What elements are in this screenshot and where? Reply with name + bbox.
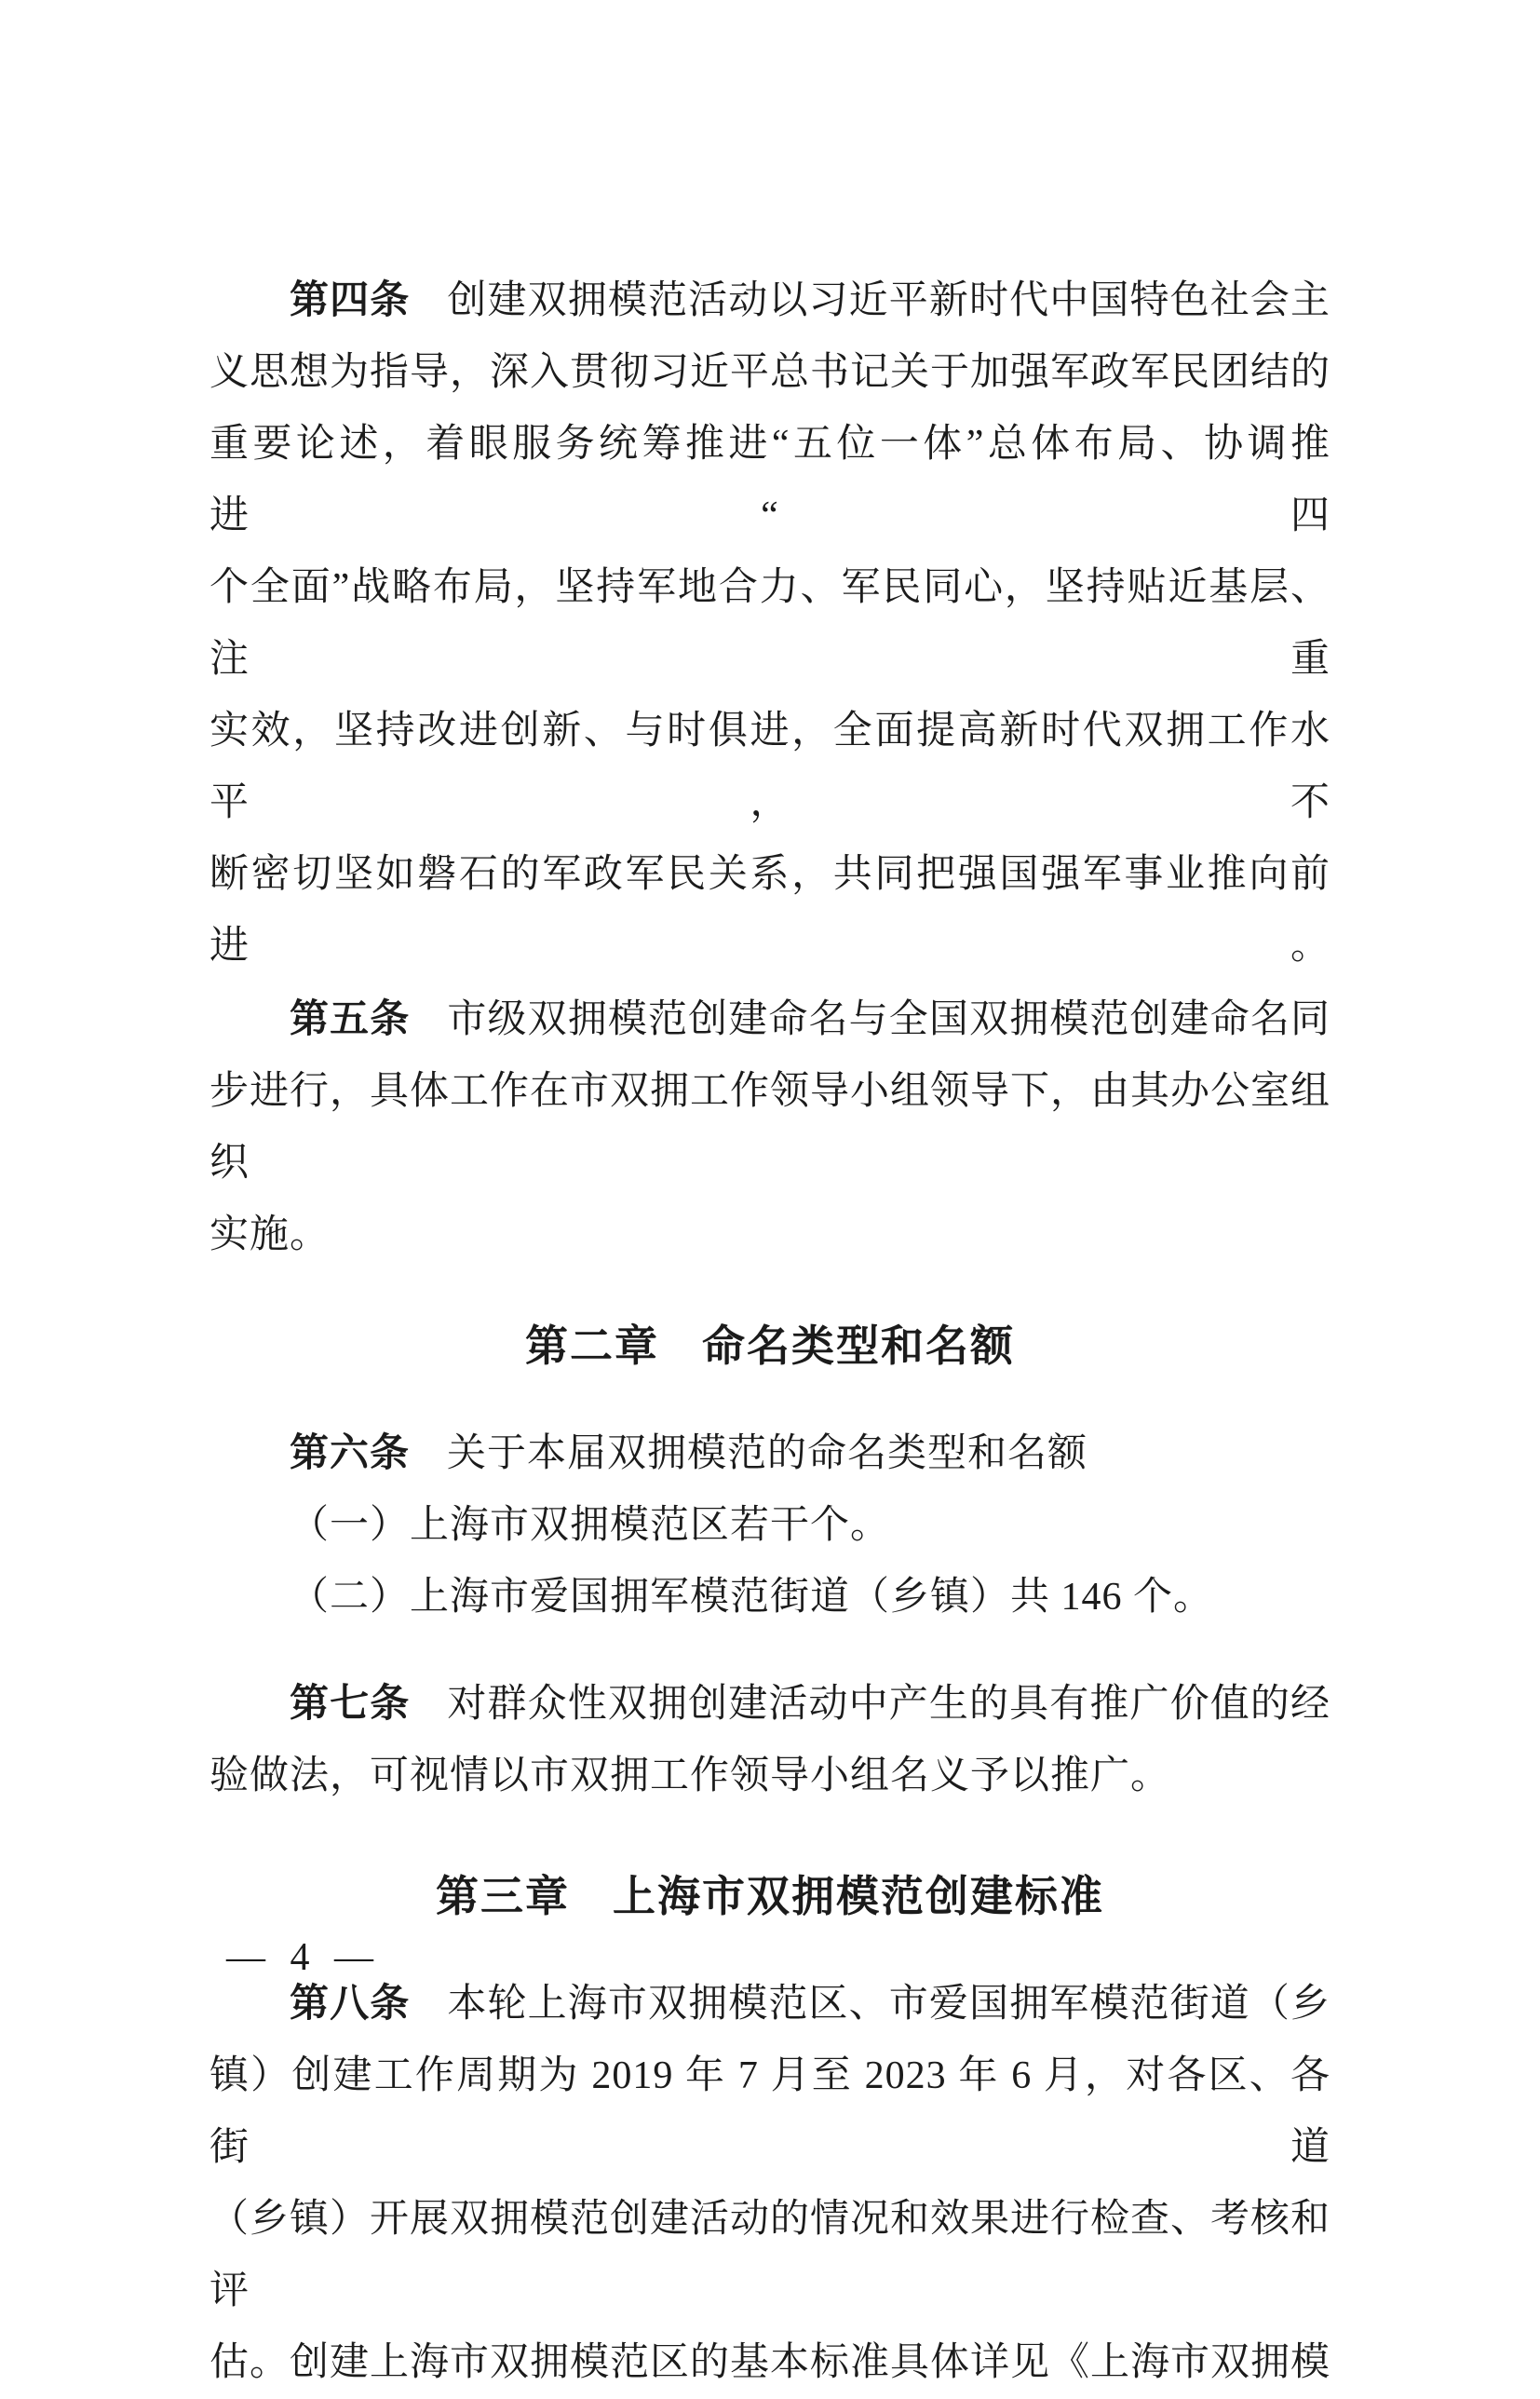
text-run: 关于本届双拥模范的命名类型和名额 [447,1432,1088,1475]
text-line [209,983,1331,1056]
text-run: 市级双拥模范创建命名与全国双拥模范创建命名同 [447,998,1331,1041]
article-7 [209,1667,1331,1812]
chapter-heading-3 [209,1859,1331,1933]
article-4 [209,264,1331,983]
text-line: 义思想为指导，深入贯彻习近平总书记关于加强军政军民团结的 [209,351,1331,394]
chapter-2-title: 命名类型和名额 [702,1321,1015,1370]
chapter-3-label: 第三章 [436,1872,570,1920]
list-item: （一）上海市双拥模范区若干个。 [290,1504,891,1547]
text-line: 步进行，具体工作在市双拥工作领导小组领导下，由其办公室组织 [209,1070,1331,1185]
text-line: （乡镇）开展双拥模范创建活动的情况和效果进行检查、考核和评 [209,2198,1331,2312]
text-run: 创建双拥模范活动以习近平新时代中国特色社会主 [447,279,1331,322]
text-line: 断密切坚如磐石的军政军民关系，共同把强国强军事业推向前进。 [209,853,1331,968]
chapter-3-title: 上海市双拥模范创建标准 [613,1872,1104,1920]
article-6 [209,1416,1331,1633]
text-run: 对群众性双拥创建活动中产生的具有推广价值的经 [447,1683,1331,1726]
text-line: 估。创建上海市双拥模范区的基本标准具体详见《上海市双拥模 [209,2341,1331,2384]
chapter-2-label: 第二章 [525,1321,659,1370]
text-line: 重要论述，着眼服务统筹推进“五位一体”总体布局、协调推进“四 [209,423,1331,537]
article-8 [209,1967,1331,2399]
chapter-heading-2 [209,1308,1331,1383]
text-line [209,1667,1331,1741]
article-5-label: 第五条 [290,996,411,1040]
text-line: 个全面”战略布局，坚持军地合力、军民同心，坚持贴近基层、注重 [209,566,1331,681]
article-5 [209,983,1331,1271]
article-8-label: 第八条 [290,1981,411,2025]
document-content [209,264,1331,2399]
article-7-label: 第七条 [290,1681,411,1725]
page-number: — 4 — [226,1936,381,1979]
article-4-label: 第四条 [290,278,411,321]
text-line: 验做法，可视情以市双拥工作领导小组名义予以推广。 [209,1755,1171,1797]
list-item: （二）上海市爱国拥军模范街道（乡镇）共 146 个。 [290,1576,1214,1619]
text-run: 本轮上海市双拥模范区、市爱国拥军模范街道（乡 [447,1983,1331,2026]
text-line: 镇）创建工作周期为 2019 年 7 月至 2023 年 6 月，对各区、各街道 [209,2054,1331,2169]
text-line [209,264,1331,337]
article-6-label: 第六条 [290,1430,411,1474]
text-line: 实效，坚持改进创新、与时俱进，全面提高新时代双拥工作水平，不 [209,710,1331,824]
text-line [209,1416,1331,1490]
text-line: 实施。 [209,1213,331,1256]
